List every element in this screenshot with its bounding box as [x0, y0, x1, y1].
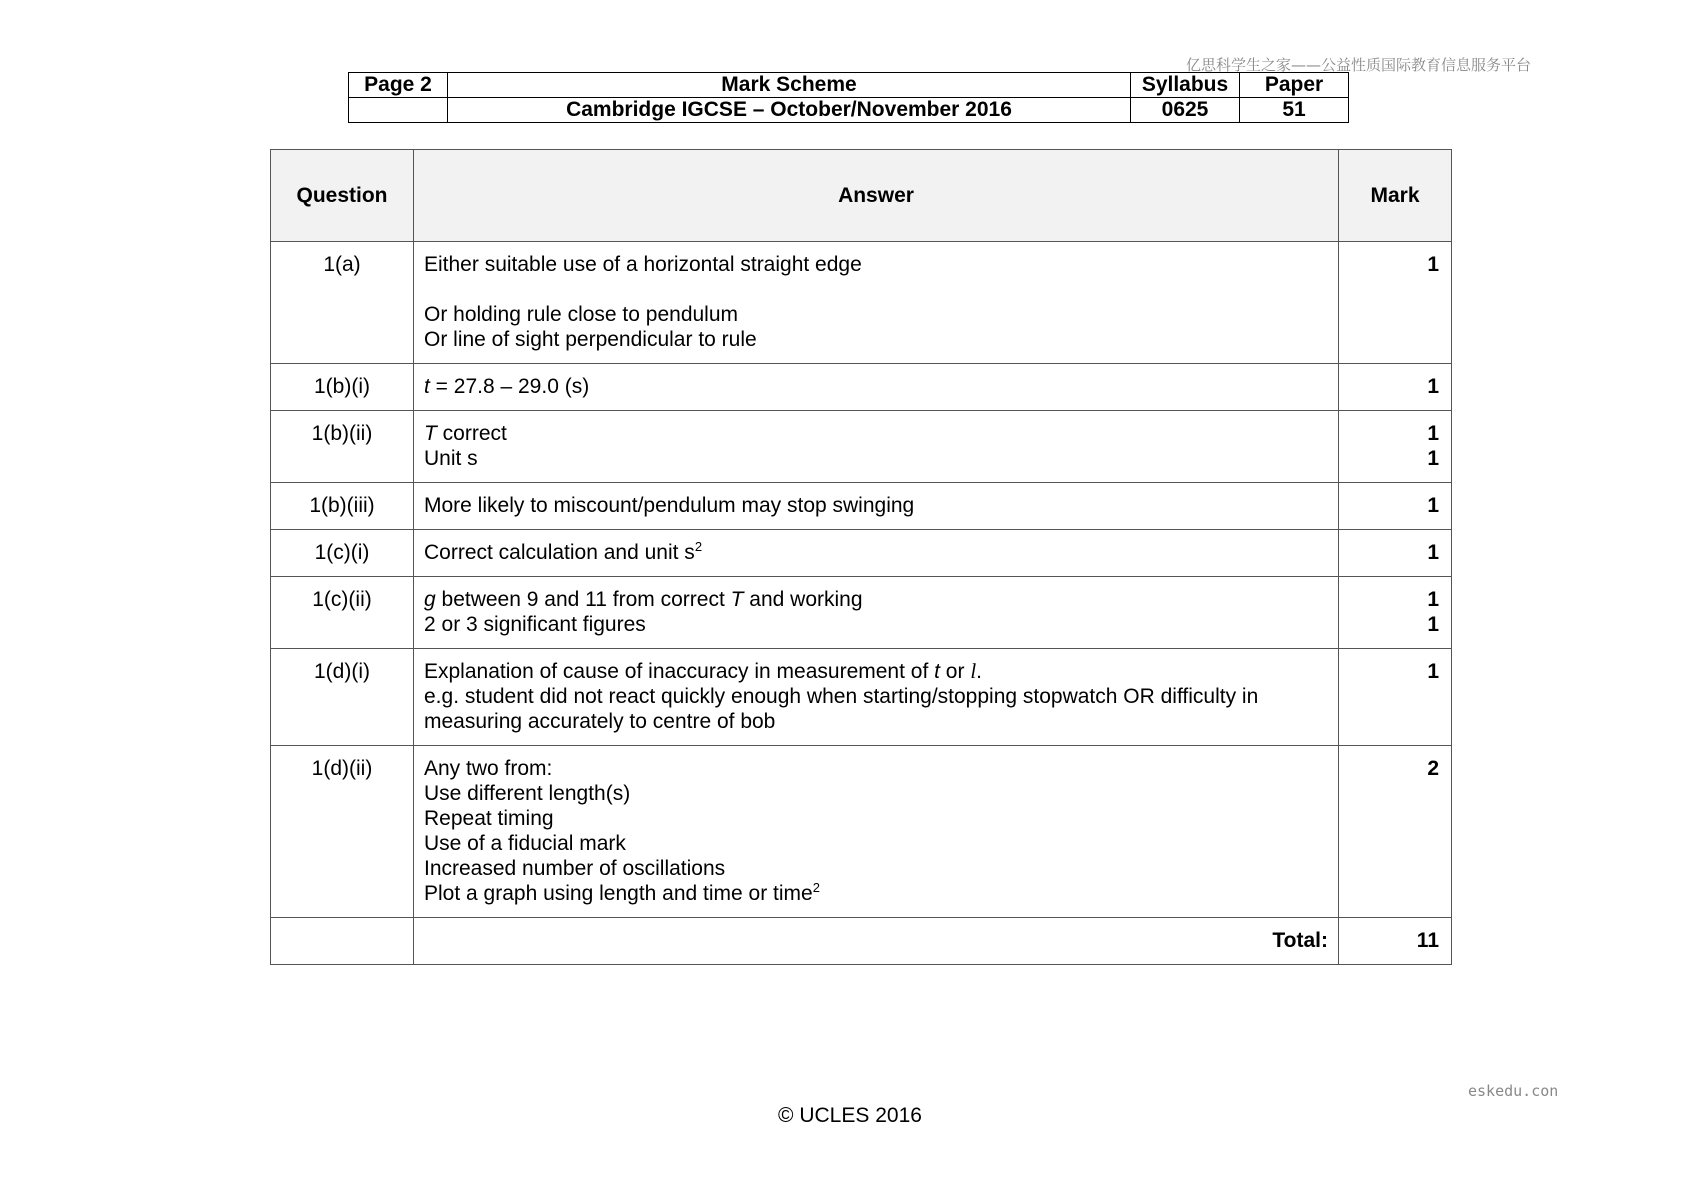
mark-value: 1 [1427, 447, 1439, 470]
answer-cell [414, 577, 1339, 649]
variable-g: g [424, 588, 436, 611]
mark-value: 1 [1427, 541, 1439, 564]
answer-line: Unit s [424, 447, 478, 470]
variable-t: t [934, 660, 940, 683]
answer-line [424, 374, 1328, 399]
column-header-question: Question [271, 150, 414, 242]
mark-cell [1339, 242, 1452, 364]
syllabus-value: 0625 [1131, 98, 1240, 123]
answer-line: Repeat timing [424, 807, 554, 830]
answer-line: More likely to miscount/pendulum may stop swinging [424, 494, 915, 517]
answer-line: Use different length(s) [424, 782, 631, 805]
table-row [271, 746, 1452, 918]
header-subtitle: Cambridge IGCSE – October/November 2016 [448, 98, 1131, 123]
table-header-row [271, 150, 1452, 242]
table-row [271, 483, 1452, 530]
mark-value: 2 [1427, 757, 1439, 780]
mark-cell [1339, 483, 1452, 530]
answer-line [424, 659, 1328, 684]
question-number: 1(c)(ii) [271, 577, 414, 649]
answer-line: Increased number of oscillations [424, 857, 726, 880]
answer-text: correct [436, 422, 507, 445]
question-number: 1(a) [271, 242, 414, 364]
answer-line: 2 or 3 significant figures [424, 613, 646, 636]
mark-value: 1 [1427, 494, 1439, 517]
answer-cell [414, 411, 1339, 483]
answer-text: = 27.8 – 29.0 (s) [429, 375, 590, 398]
variable-l: l [970, 659, 977, 683]
answer-cell [414, 364, 1339, 411]
answer-text: Plot a graph using length and time or time [424, 882, 813, 905]
answer-line [424, 587, 1328, 612]
table-row [271, 577, 1452, 649]
table-row [271, 649, 1452, 746]
answer-text: Correct calculation and unit s [424, 541, 695, 564]
answer-text: between 9 and 11 from correct [435, 588, 731, 611]
answer-cell [414, 649, 1339, 746]
total-value: 11 [1339, 918, 1452, 965]
mark-cell [1339, 530, 1452, 577]
question-number: 1(d)(ii) [271, 746, 414, 918]
answer-line [424, 421, 1328, 446]
answer-line: Either suitable use of a horizontal straight edge [424, 253, 862, 276]
copyright-footer: © UCLES 2016 [778, 1104, 922, 1127]
total-row [271, 918, 1452, 965]
variable-t: t [424, 375, 430, 398]
question-number: 1(c)(i) [271, 530, 414, 577]
header-table [348, 72, 1349, 123]
answer-line: e.g. student did not react quickly enough when starting/stopping stopwatch OR difficulty in measuring accurately to centre of bob [424, 685, 1259, 733]
variable-T: T [424, 422, 437, 445]
mark-cell [1339, 364, 1452, 411]
answer-cell [414, 530, 1339, 577]
mark-cell [1339, 649, 1452, 746]
mark-value: 1 [1427, 253, 1439, 276]
mark-cell [1339, 577, 1452, 649]
column-header-mark: Mark [1339, 150, 1452, 242]
column-header-answer: Answer [414, 150, 1339, 242]
total-empty-cell [271, 918, 414, 965]
answer-cell [414, 242, 1339, 364]
mark-cell [1339, 746, 1452, 918]
total-label: Total: [414, 918, 1339, 965]
question-number: 1(d)(i) [271, 649, 414, 746]
answer-cell [414, 483, 1339, 530]
watermark-top: 亿思科学生之家——公益性质国际教育信息服务平台 [1186, 56, 1532, 74]
question-number: 1(b)(ii) [271, 411, 414, 483]
watermark-bottom: eskedu.con [1468, 1082, 1559, 1100]
superscript: 2 [694, 539, 703, 554]
answer-line [424, 881, 1328, 906]
answer-line: Or holding rule close to pendulum [424, 303, 739, 326]
header-empty-cell [349, 98, 448, 123]
question-number: 1(b)(i) [271, 364, 414, 411]
mark-value: 1 [1427, 375, 1439, 398]
header-title: Mark Scheme [448, 73, 1131, 98]
answer-text: . [976, 660, 982, 683]
answer-text: and working [743, 588, 863, 611]
variable-T: T [730, 588, 744, 611]
mark-value: 1 [1427, 660, 1439, 683]
answer-cell [414, 746, 1339, 918]
answer-text: Explanation of cause of inaccuracy in measurement of [424, 660, 935, 683]
table-row [271, 530, 1452, 577]
mark-value: 1 [1427, 588, 1439, 611]
answer-line: Any two from: [424, 757, 553, 780]
superscript: 2 [812, 880, 820, 895]
answer-line: Use of a fiducial mark [424, 832, 626, 855]
table-row [271, 242, 1452, 364]
answer-text: or [939, 660, 971, 683]
answer-line [424, 540, 1328, 565]
syllabus-label: Syllabus [1131, 73, 1240, 98]
table-row [271, 364, 1452, 411]
mark-scheme-table [270, 149, 1452, 965]
mark-value: 1 [1427, 613, 1439, 636]
mark-value: 1 [1427, 422, 1439, 445]
paper-label: Paper [1240, 73, 1349, 98]
answer-line: Or line of sight perpendicular to rule [424, 328, 757, 351]
page-number: Page 2 [349, 73, 448, 98]
table-row [271, 411, 1452, 483]
mark-cell [1339, 411, 1452, 483]
paper-value: 51 [1240, 98, 1349, 123]
question-number: 1(b)(iii) [271, 483, 414, 530]
